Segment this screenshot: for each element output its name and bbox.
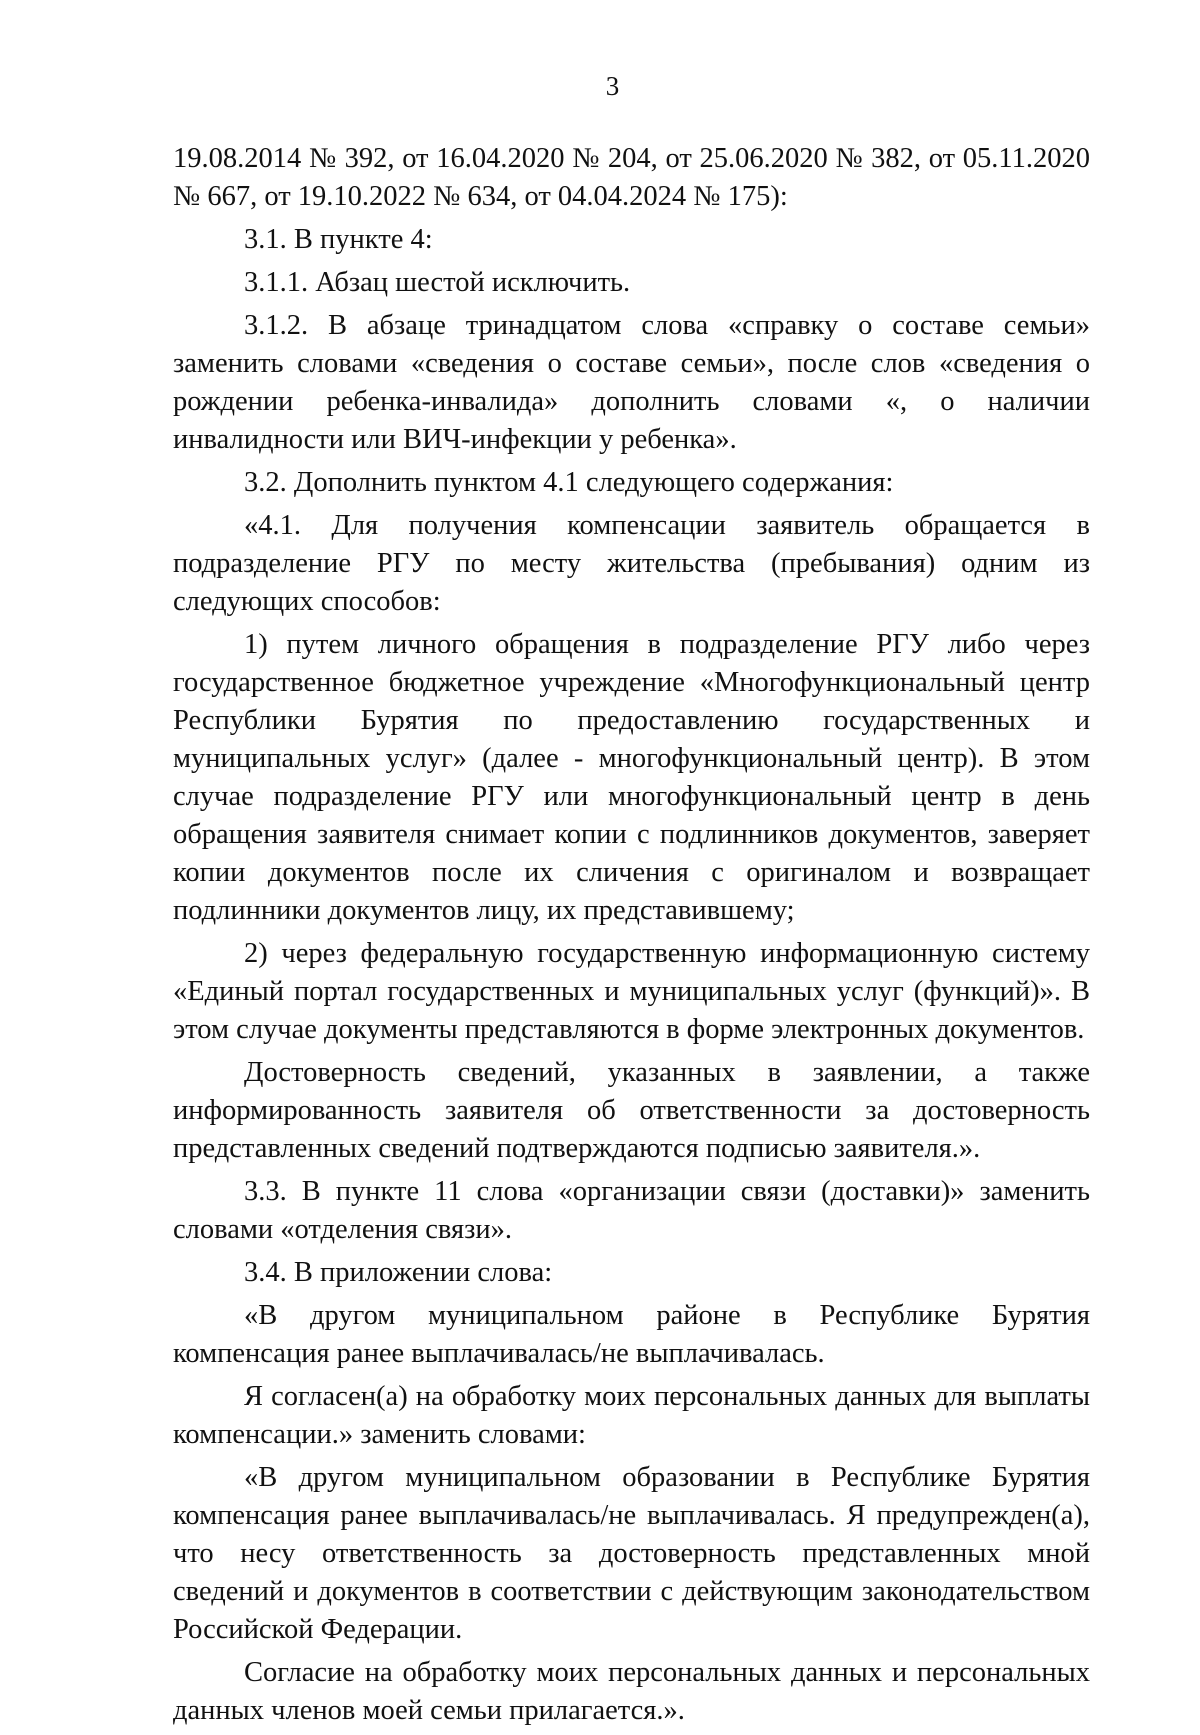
paragraph-3-2: 3.2. Дополнить пунктом 4.1 следующего содержания:	[244, 467, 894, 498]
paragraph-method-1: 1) путем личного обращения в подразделение РГУ либо через государственное бюджетное учреждение «Многофункциональный центр Республики Бурятия по предоставлению государственных и муниципальных услуг» (далее - многофункциональный центр). В этом случае подразделение РГУ или многофункциональный центр в день обращения заявителя снимает копии с подлинников документов, заверяет копии документов после их сличения с оригиналом и возвращает подлинники документов лицу, их представившему;	[173, 629, 1090, 926]
paragraph-old-wording-2: Я согласен(а) на обработку моих персональных данных для выплаты компенсации.» заменить словами:	[173, 1381, 1090, 1450]
paragraph-reliability: Достоверность сведений, указанных в заявлении, а также информированность заявителя об ответственности за достоверность представленных сведений подтверждаются подписью заявителя.».	[173, 1057, 1090, 1164]
paragraph-3-1-2: 3.1.2. В абзаце тринадцатом слова «справку о составе семьи» заменить словами «сведения о составе семьи», после слов «сведения о рождении ребенка-инвалида» дополнить словами «, о наличии инвалидности или ВИЧ-инфекции у ребенка».	[173, 310, 1090, 455]
paragraph-3-4: 3.4. В приложении слова:	[244, 1257, 553, 1288]
paragraph-4-1: «4.1. Для получения компенсации заявитель обращается в подразделение РГУ по месту жительства (пребывания) одним из следующих способов:	[173, 510, 1090, 617]
document-body	[173, 140, 1090, 1735]
paragraph-old-wording-1: «В другом муниципальном районе в Республике Бурятия компенсация ранее выплачивалась/не выплачивалась.	[173, 1300, 1090, 1369]
paragraph-new-wording-2: Согласие на обработку моих персональных данных и персональных данных членов моей семьи прилагается.».	[173, 1657, 1090, 1726]
paragraph-3-3: 3.3. В пункте 11 слова «организации связи (доставки)» заменить словами «отделения связи».	[173, 1176, 1090, 1245]
paragraph-3-1: 3.1. В пункте 4:	[244, 224, 433, 255]
paragraph-method-2: 2) через федеральную государственную информационную систему «Единый портал государственных и муниципальных услуг (функций)». В этом случае документы представляются в форме электронных документов.	[173, 938, 1090, 1045]
paragraph-3-1-1: 3.1.1. Абзац шестой исключить.	[244, 267, 631, 298]
page-number: 3	[605, 71, 620, 101]
paragraph-amendment-dates: 19.08.2014 № 392, от 16.04.2020 № 204, от 25.06.2020 № 382, от 05.11.2020 № 667, от 19.10.2022 № 634, от 04.04.2024 № 175):	[173, 143, 1090, 212]
paragraph-new-wording-1: «В другом муниципальном образовании в Республике Бурятия компенсация ранее выплачивалась/не выплачивалась. Я предупрежден(а), что несу ответственность за достоверность представленных мной сведений и документов в соответствии с действующим законодательством Российской Федерации.	[173, 1462, 1090, 1645]
